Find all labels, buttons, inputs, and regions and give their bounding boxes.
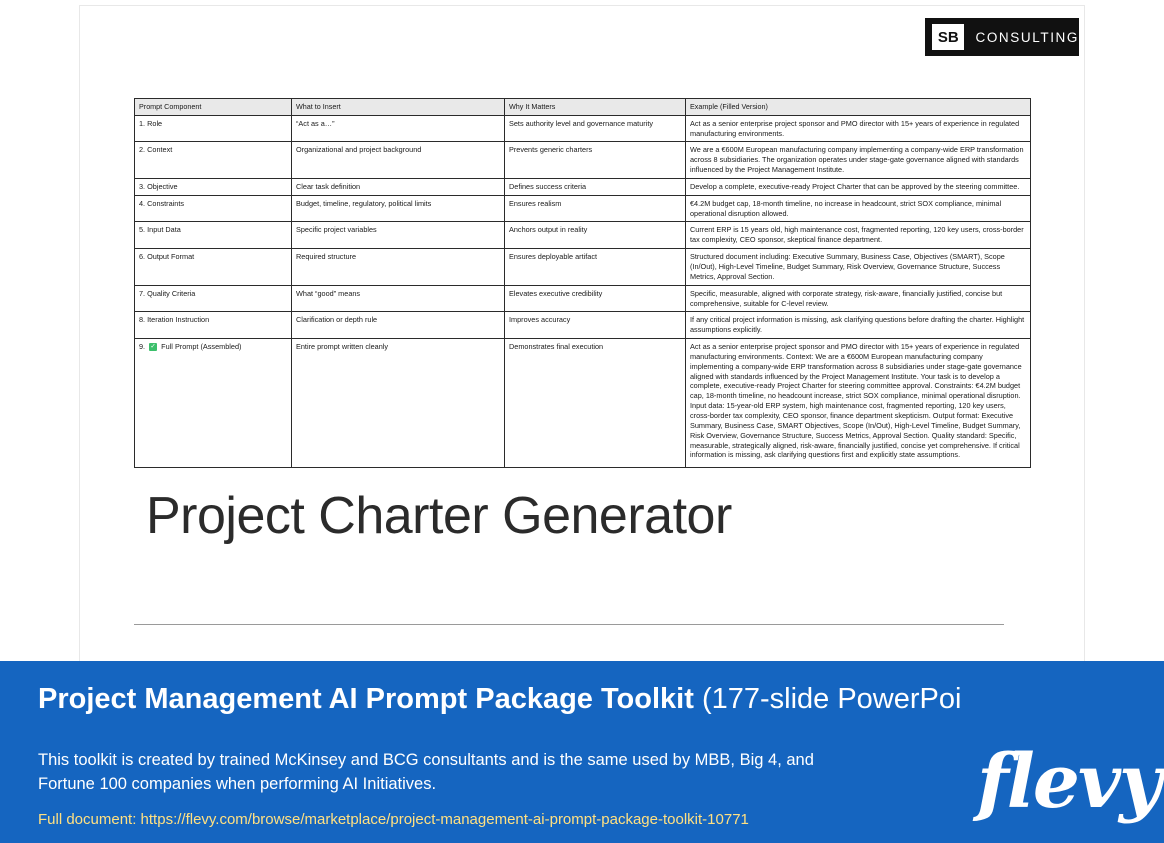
cell-example: Act as a senior enterprise project sponsor and PMO director with 15+ years of experience in regulated manufacturing environments. Context: We are a €600M European manufacturing company implementing a company-wide ERP transformation across 8 subsidiaries under stage-gate governance aligned with standards influenced by the Project Management Institute. Your task is to develop a complete, executive-ready Project Charter for steering committee approval. Constraints: €4.2M budget cap, 18-month timeline, no headcount increase, strict SOX compliance, minimal operational disruption. Input data: 15-year-old ERP system, high maintenance cost, fragmented reporting, 120 key users, cross-border tax complexity, CEO sponsor, finance department skepticism. Output format: Executive Summary, Business Case, SMART Objectives, Scope (In/Out), High-Level Timeline, Budget Summary, Risk Overview, Governance Structure, Success Metrics, Approval Section. Quality standard: Specific, measurable, strategically aligned, risk-aware, financially justified, concise yet comprehensive. If critical information is missing, ask clarifying questions first and explicitly state assumptions. bbox=[686, 339, 1031, 468]
cell-example: Specific, measurable, aligned with corporate strategy, risk-aware, financially justified, concise but comprehensive, suitable for C-level review. bbox=[686, 285, 1031, 312]
slide-canvas bbox=[80, 6, 1084, 661]
cell-insert: Required structure bbox=[292, 249, 505, 286]
cell-example: €4.2M budget cap, 18-month timeline, no increase in headcount, strict SOX compliance, minimal operational disruption allowed. bbox=[686, 195, 1031, 222]
table-row bbox=[135, 249, 1031, 286]
table-row bbox=[135, 178, 1031, 195]
cell-example: Current ERP is 15 years old, high maintenance cost, fragmented reporting, 120 key users, cross-border tax complexity, CEO sponsor, skeptical finance department. bbox=[686, 222, 1031, 249]
table-header-row bbox=[135, 99, 1031, 116]
column-header-component: Prompt Component bbox=[135, 99, 292, 116]
table-row bbox=[135, 285, 1031, 312]
column-header-insert: What to Insert bbox=[292, 99, 505, 116]
cell-component: 4. Constraints bbox=[135, 195, 292, 222]
cell-component: 6. Output Format bbox=[135, 249, 292, 286]
table-row bbox=[135, 195, 1031, 222]
banner-subtitle: This toolkit is created by trained McKinsey and BCG consultants and is the same used by MBB, Big 4, and Fortune 100 companies when performing AI Initiatives. bbox=[38, 751, 814, 793]
cell-insert: Organizational and project background bbox=[292, 142, 505, 179]
cell-why: Elevates executive credibility bbox=[505, 285, 686, 312]
banner-document-link[interactable]: Full document: https://flevy.com/browse/marketplace/project-management-ai-prompt-package-toolkit-10771 bbox=[38, 811, 749, 828]
cell-component: 2. Context bbox=[135, 142, 292, 179]
cell-example: Act as a senior enterprise project sponsor and PMO director with 15+ years of experience in regulated manufacturing environments. bbox=[686, 115, 1031, 142]
banner-title bbox=[38, 683, 961, 716]
cell-component: 3. Objective bbox=[135, 178, 292, 195]
full-prompt-number: 9. bbox=[139, 342, 146, 352]
cell-insert: “Act as a…” bbox=[292, 115, 505, 142]
table-row bbox=[135, 142, 1031, 179]
table-row bbox=[135, 115, 1031, 142]
cell-example: Develop a complete, executive-ready Project Charter that can be approved by the steering committee. bbox=[686, 178, 1031, 195]
table-row bbox=[135, 312, 1031, 339]
cell-component: 1. Role bbox=[135, 115, 292, 142]
cell-component: 7. Quality Criteria bbox=[135, 285, 292, 312]
cell-insert: Budget, timeline, regulatory, political limits bbox=[292, 195, 505, 222]
cell-example: We are a €600M European manufacturing company implementing a company-wide ERP transformation across 8 subsidiaries. The organization operates under stage-gate governance aligned with standards influenced by the Project Management Institute. bbox=[686, 142, 1031, 179]
cell-component-full-prompt bbox=[135, 339, 292, 468]
title-divider bbox=[134, 624, 1004, 625]
column-header-example: Example (Filled Version) bbox=[686, 99, 1031, 116]
flevy-promo-banner bbox=[0, 661, 1164, 843]
logo-wordmark: CONSULTING bbox=[975, 29, 1079, 45]
cell-example: Structured document including: Executive Summary, Business Case, Objectives (SMART), Scope (In/Out), High-Level Timeline, Budget Summary, Risk Overview, Governance Structure, Success Metrics, Approval Section. bbox=[686, 249, 1031, 286]
cell-insert: Clear task definition bbox=[292, 178, 505, 195]
cell-insert: Specific project variables bbox=[292, 222, 505, 249]
cell-why: Sets authority level and governance maturity bbox=[505, 115, 686, 142]
cell-why: Anchors output in reality bbox=[505, 222, 686, 249]
cell-insert: What “good” means bbox=[292, 285, 505, 312]
cell-why: Prevents generic charters bbox=[505, 142, 686, 179]
table-row bbox=[135, 222, 1031, 249]
prompt-component-table bbox=[134, 98, 1031, 468]
cell-why: Ensures deployable artifact bbox=[505, 249, 686, 286]
full-prompt-label: Full Prompt (Assembled) bbox=[161, 342, 242, 352]
check-badge-icon: ✓ bbox=[150, 343, 156, 351]
banner-title-light: (177-slide PowerPoi bbox=[701, 683, 962, 715]
cell-component: 8. Iteration Instruction bbox=[135, 312, 292, 339]
cell-why: Demonstrates final execution bbox=[505, 339, 686, 468]
banner-title-bold: Project Management AI Prompt Package Toolkit bbox=[38, 683, 694, 715]
column-header-why: Why It Matters bbox=[505, 99, 686, 116]
cell-example: If any critical project information is missing, ask clarifying questions before drafting the charter. Highlight assumptions explicitly. bbox=[686, 312, 1031, 339]
cell-why: Improves accuracy bbox=[505, 312, 686, 339]
cell-insert: Clarification or depth rule bbox=[292, 312, 505, 339]
cell-why: Defines success criteria bbox=[505, 178, 686, 195]
table-row-full-prompt bbox=[135, 339, 1031, 468]
cell-component: 5. Input Data bbox=[135, 222, 292, 249]
logo-mark: SB bbox=[932, 24, 964, 50]
page-title: Project Charter Generator bbox=[146, 487, 732, 545]
flevy-logo: flevy bbox=[976, 739, 1160, 825]
sb-consulting-logo bbox=[925, 18, 1079, 56]
cell-insert: Entire prompt written cleanly bbox=[292, 339, 505, 468]
cell-why: Ensures realism bbox=[505, 195, 686, 222]
